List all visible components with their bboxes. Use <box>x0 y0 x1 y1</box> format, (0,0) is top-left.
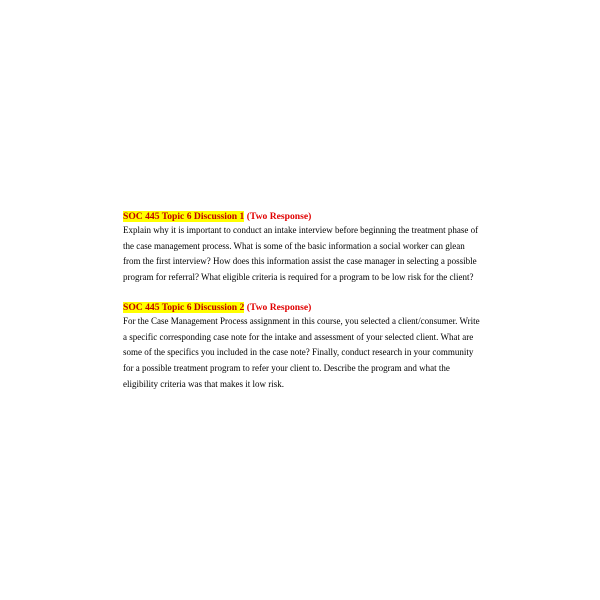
discussion-1-body: Explain why it is important to conduct an intake interview before beginning the treatment phase of the case management process. What is some of the basic information a social worker can glean from the first interview? How does this information assist the case manager in selecting a possible program for referral? What eligible criteria is required for a program to be low risk for the client? <box>123 225 479 283</box>
discussion-2-response: (Two Response) <box>246 301 312 313</box>
document-content <box>123 210 483 407</box>
discussion-2 <box>123 301 483 393</box>
discussion-1-heading <box>123 210 483 223</box>
discussion-1 <box>123 210 483 286</box>
discussion-2-body: For the Case Management Process assignment in this course, you selected a client/consumer. Write a specific corresponding case note for the intake and assessment of your selected client. What are some of the specifics you included in the case note? Finally, conduct research in your community for a possible treatment program to refer your client to. Describe the program and what the eligibility criteria was that makes it low risk. <box>123 315 480 389</box>
discussion-2-topic: SOC 445 Topic 6 Discussion 2 <box>123 301 245 313</box>
discussion-1-topic: SOC 445 Topic 6 Discussion 1 <box>123 211 245 222</box>
discussion-2-heading <box>123 301 483 314</box>
discussion-1-response: (Two Response) <box>246 211 312 222</box>
